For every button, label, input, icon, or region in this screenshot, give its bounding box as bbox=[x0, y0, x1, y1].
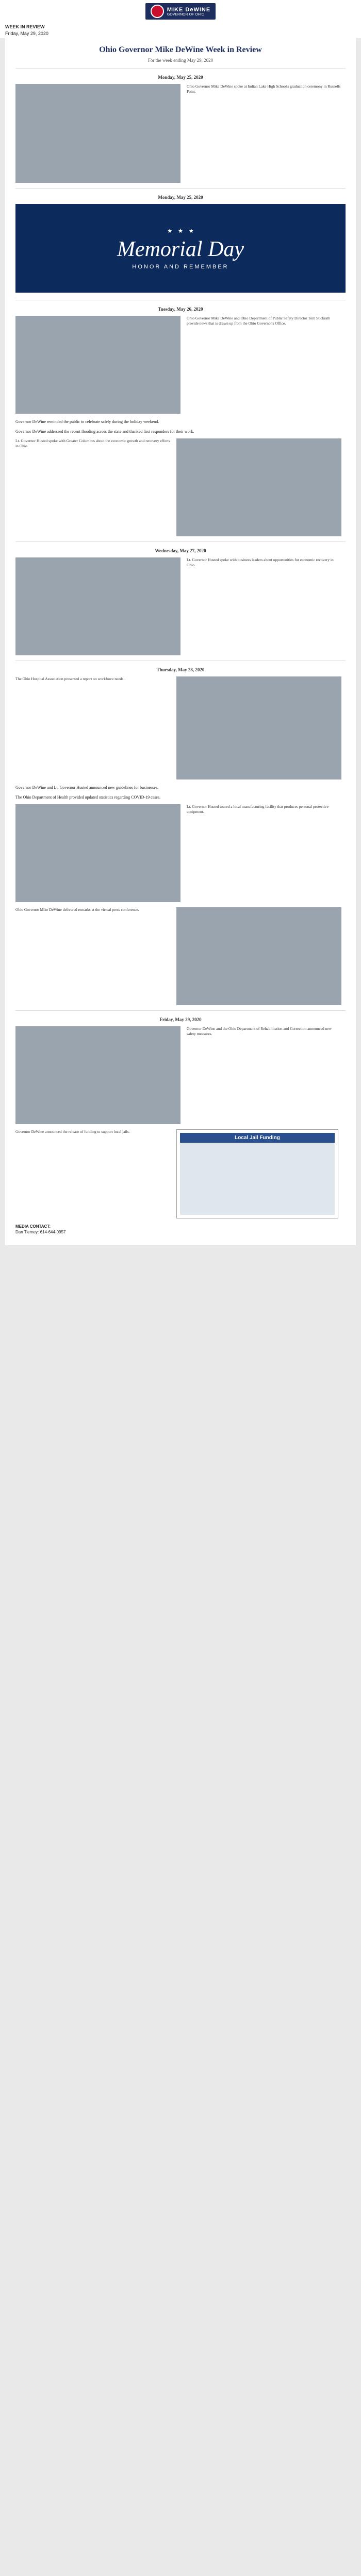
star-icon: ★ bbox=[188, 227, 194, 234]
factory-photo bbox=[15, 804, 180, 902]
meta-block bbox=[0, 23, 361, 38]
day-section-1 bbox=[15, 68, 346, 183]
photo-caption: Lt. Governor Husted toured a local manufacturing facility that produces personal protective equipment. bbox=[187, 804, 329, 814]
photo-row bbox=[15, 907, 346, 1005]
star-icon: ★ bbox=[177, 227, 184, 234]
paragraph: Governor DeWine announced the release of funding to support local jails. bbox=[15, 1129, 130, 1134]
title-block bbox=[5, 38, 356, 68]
photo-row bbox=[15, 438, 346, 536]
day-section-6 bbox=[15, 1010, 346, 1218]
day-header: Wednesday, May 27, 2020 bbox=[155, 548, 206, 553]
husted-photo bbox=[176, 438, 341, 536]
photo-caption: Governor DeWine and the Ohio Department of Rehabilitation and Correction announced new safety measures. bbox=[187, 1026, 332, 1036]
hospital-photo bbox=[176, 676, 341, 779]
paragraph: The Ohio Department of Health provided updated statistics regarding COVID-19 cases. bbox=[15, 795, 161, 800]
seal-subtitle: GOVERNOR OF OHIO bbox=[167, 12, 205, 16]
star-icon: ★ bbox=[167, 227, 173, 234]
seal-icon bbox=[151, 5, 164, 18]
content-container bbox=[5, 38, 356, 1245]
business-photo bbox=[15, 557, 180, 655]
day-header: Thursday, May 28, 2020 bbox=[156, 667, 205, 672]
jail-funding-chart bbox=[176, 1129, 338, 1218]
corrections-photo bbox=[15, 1026, 180, 1124]
paragraph: Governor DeWine reminded the public to celebrate safely during the holiday weekend. bbox=[15, 419, 159, 424]
page-subtitle: For the week ending May 29, 2020 bbox=[147, 58, 214, 63]
photo-caption: Ohio Governor Mike DeWine and Ohio Department of Public Safety Director Tom Stickrath provide news that is drawn up from the Ohio Governor's Office. bbox=[187, 316, 331, 326]
governor-logo bbox=[145, 3, 216, 20]
header-bar bbox=[0, 0, 361, 23]
photo-caption: Ohio Governor Mike DeWine spoke at Indian Lake High School's graduation ceremony in Russells Point. bbox=[187, 84, 341, 94]
banner-title: Memorial Day bbox=[117, 237, 244, 261]
meta-date: Friday, May 29, 2020 bbox=[5, 31, 48, 36]
remarks-photo bbox=[176, 907, 341, 1005]
footer-spacer bbox=[5, 1240, 356, 1245]
day-header: Monday, May 25, 2020 bbox=[158, 195, 203, 200]
day-section-3 bbox=[15, 300, 346, 536]
press-photo bbox=[15, 316, 180, 414]
photo-row bbox=[15, 676, 346, 779]
photo-caption: Ohio Governor Mike DeWine delivered remarks at the virtual press conference. bbox=[15, 907, 139, 912]
page-title: Ohio Governor Mike DeWine Week in Review bbox=[99, 45, 262, 54]
chart-row bbox=[15, 1129, 346, 1218]
day-header: Friday, May 29, 2020 bbox=[159, 1017, 202, 1022]
chart-body bbox=[180, 1143, 335, 1215]
photo-caption: Lt. Governor Husted spoke with business leaders about opportunities for economic recovery in Ohio. bbox=[187, 557, 334, 567]
meta-label: WEEK IN REVIEW bbox=[5, 24, 45, 29]
banner-subtitle: HONOR AND REMEMBER bbox=[132, 263, 229, 270]
memorial-day-banner bbox=[15, 204, 346, 293]
photo-row bbox=[15, 84, 346, 183]
photo-row bbox=[15, 1026, 346, 1124]
photo-row bbox=[15, 316, 346, 414]
day-section-5 bbox=[15, 660, 346, 1005]
day-section-2 bbox=[15, 188, 346, 293]
photo-row bbox=[15, 557, 346, 655]
graduation-photo bbox=[15, 84, 180, 183]
media-name: Dan Tierney: 614-644-0957 bbox=[15, 1230, 66, 1234]
stars bbox=[167, 227, 194, 235]
day-section-4 bbox=[15, 541, 346, 655]
chart-title: Local Jail Funding bbox=[180, 1133, 335, 1143]
photo-row bbox=[15, 804, 346, 902]
paragraph: Governor DeWine and Lt. Governor Husted announced new guidelines for businesses. bbox=[15, 785, 158, 790]
day-header: Tuesday, May 26, 2020 bbox=[158, 307, 203, 312]
paragraph: Governor DeWine addressed the recent flooding across the state and thanked first responders for their work. bbox=[15, 429, 194, 434]
email-top bbox=[0, 0, 361, 38]
media-contact bbox=[15, 1224, 346, 1235]
photo-caption: Lt. Governor Husted spoke with Greater Columbus about the economic growth and recovery efforts in Ohio. bbox=[15, 438, 170, 448]
photo-caption: The Ohio Hospital Association presented a report on workforce needs. bbox=[15, 676, 125, 681]
seal-title: MIKE DeWINE bbox=[167, 6, 211, 13]
day-header: Monday, May 25, 2020 bbox=[158, 75, 203, 80]
media-label: MEDIA CONTACT: bbox=[15, 1224, 51, 1229]
